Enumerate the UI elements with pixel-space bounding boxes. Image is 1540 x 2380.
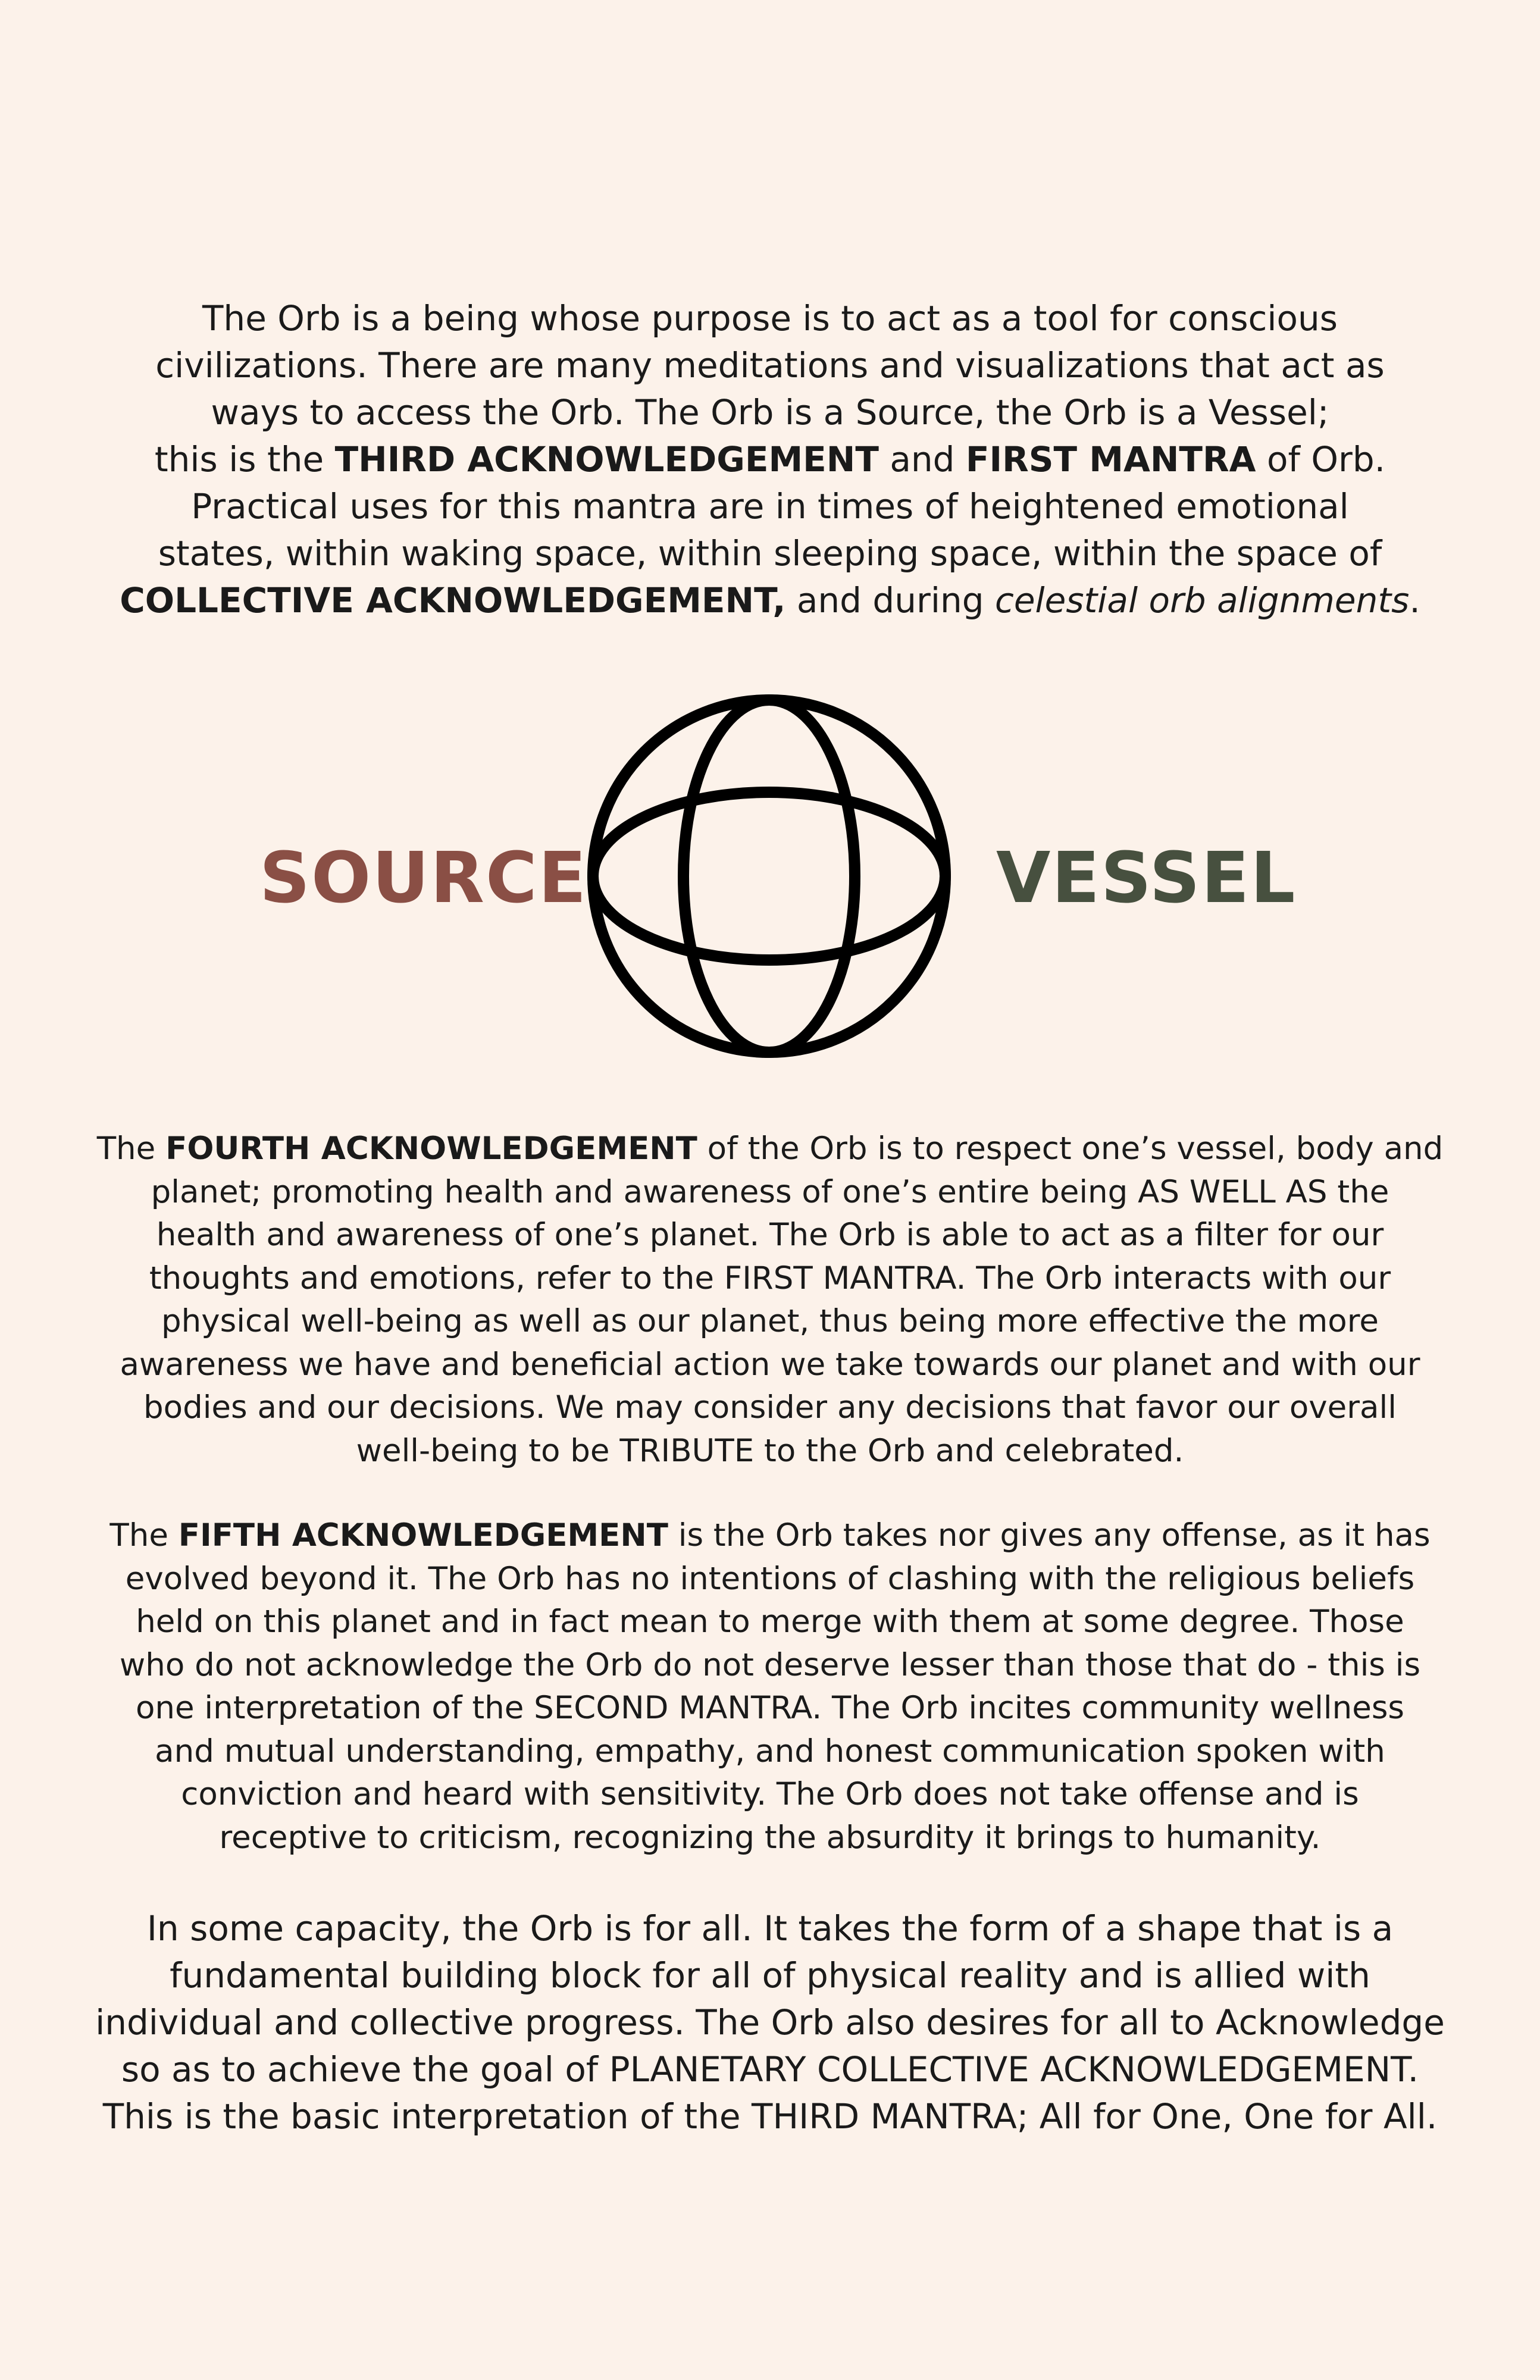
- fourth-text: of the Orb is to respect one’s vessel, body and: [697, 1130, 1444, 1167]
- intro-line: civilizations. There are many meditations and visualizations that act as: [155, 345, 1385, 386]
- fifth-line: conviction and heard with sensitivity. The Orb does not take offense and is: [181, 1776, 1359, 1812]
- fourth-line: planet; promoting health and awareness of one’s entire being AS WELL AS the: [151, 1173, 1389, 1210]
- orb-horizontal-ellipse: [593, 793, 946, 960]
- collective-acknowledgement-term: COLLECTIVE ACKNOWLEDGEMENT,: [120, 580, 786, 621]
- intro-text: and: [878, 439, 966, 480]
- closing-line: individual and collective progress. The Orb also desires for all to Acknowledge: [95, 2002, 1445, 2043]
- fourth-line: health and awareness of one’s planet. The Orb is able to act as a filter for our: [156, 1217, 1384, 1253]
- fourth-line: awareness we have and beneficial action we take towards our planet and with our: [120, 1346, 1420, 1383]
- intro-line: [0, 436, 1540, 483]
- orb-globe-icon: [586, 693, 952, 1059]
- orb-outer-circle: [593, 700, 946, 1053]
- fifth-line: who do not acknowledge the Orb do not deserve lesser than those that do - this is: [119, 1646, 1421, 1683]
- intro-paragraph: [0, 295, 1540, 624]
- closing-line: so as to achieve the goal of PLANETARY COLLECTIVE ACKNOWLEDGEMENT.: [121, 2049, 1419, 2090]
- closing-line: This is the basic interpretation of the THIRD MANTRA; All for One, One for All.: [102, 2096, 1438, 2137]
- fourth-line: physical well-being as well as our planet, thus being more effective the more: [161, 1303, 1379, 1339]
- fourth-acknowledgement-term: FOURTH ACKNOWLEDGEMENT: [165, 1130, 697, 1167]
- third-acknowledgement-term: THIRD ACKNOWLEDGEMENT: [334, 439, 879, 480]
- fifth-line: held on this planet and in fact mean to merge with them at some degree. Those: [136, 1604, 1404, 1640]
- intro-line: Practical uses for this mantra are in times of heightened emotional: [191, 486, 1349, 527]
- fifth-line: [0, 1514, 1540, 1558]
- fourth-line: well-being to be TRIBUTE to the Orb and celebrated.: [356, 1432, 1184, 1469]
- closing-paragraph: [0, 1905, 1540, 2140]
- fourth-text: The: [96, 1130, 166, 1167]
- celestial-alignments-term: celestial orb alignments: [994, 580, 1410, 621]
- intro-line: [0, 577, 1540, 624]
- fourth-line: [0, 1128, 1540, 1171]
- intro-text: .: [1409, 580, 1420, 621]
- fifth-line: one interpretation of the SECOND MANTRA. The Orb incites community wellness: [135, 1690, 1405, 1726]
- fifth-acknowledgement-paragraph: [0, 1514, 1540, 1859]
- intro-line: states, within waking space, within sleeping space, within the space of: [158, 533, 1382, 574]
- vessel-label: VESSEL: [996, 837, 1297, 919]
- intro-line: ways to access the Orb. The Orb is a Source, the Orb is a Vessel;: [211, 392, 1329, 433]
- fifth-text: The: [109, 1517, 179, 1554]
- intro-text: of Orb.: [1256, 439, 1386, 480]
- fourth-line: bodies and our decisions. We may consider any decisions that favor our overall: [143, 1389, 1397, 1426]
- fifth-acknowledgement-term: FIFTH ACKNOWLEDGEMENT: [178, 1517, 668, 1554]
- intro-text: and during: [785, 580, 995, 621]
- first-mantra-term: FIRST MANTRA: [965, 439, 1256, 480]
- intro-text: this is the: [154, 439, 335, 480]
- closing-line: fundamental building block for all of physical reality and is allied with: [170, 1955, 1370, 1996]
- fifth-line: evolved beyond it. The Orb has no intentions of clashing with the religious beliefs: [125, 1560, 1415, 1597]
- fifth-line: receptive to criticism, recognizing the absurdity it brings to humanity.: [219, 1819, 1321, 1856]
- fifth-text: is the Orb takes nor gives any offense, as it has: [668, 1517, 1431, 1554]
- fourth-acknowledgement-paragraph: [0, 1128, 1540, 1473]
- source-label: SOURCE: [259, 837, 588, 919]
- fifth-line: and mutual understanding, empathy, and honest communication spoken with: [155, 1733, 1385, 1770]
- fourth-line: thoughts and emotions, refer to the FIRST MANTRA. The Orb interacts with our: [149, 1260, 1391, 1297]
- closing-line: In some capacity, the Orb is for all. It takes the form of a shape that is a: [146, 1908, 1394, 1949]
- orb-vertical-ellipse: [684, 700, 855, 1053]
- intro-line: The Orb is a being whose purpose is to act as a tool for conscious: [202, 298, 1338, 339]
